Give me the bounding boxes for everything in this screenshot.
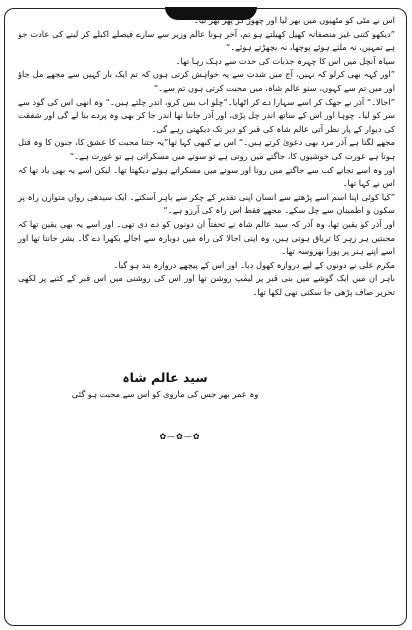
paragraph: ”دیکھو کتنی غیر منصفانہ کھیل کھیلتے ہو تم، آخر ہونا عالم وزیر سے سارے فیصلے اکیلے کر لینے کی عادت جو ہے تمہیں، نہ ملتے ہوئے پوچھا، نہ بچھڑتے ہوئے۔“: [18, 28, 395, 53]
paragraph: اس نے مٹی کو مٹھیوں میں بھر لیا اور چھوڑ کر پھر بھر لیا۔: [193, 15, 395, 25]
paragraph: اور وہ اسے نجانے کب سے جاگتے میں روتا اور سوتے میں مسکراتے ہوئے دیکھتا تھا۔ لیکن اسے یہ بھی یاد تھا کہ اس نے کہا تھا۔: [18, 164, 395, 189]
epitaph-name: سید عالم شاہ: [122, 370, 208, 385]
paragraph: ”اور کہہ بھی کرلو کہ نہیں، آج میں شدت سے یہ خواہش کرتی ہوں کہ تم ایک بار کہیں سے مجھے مل جاؤ اور میں تم سے کہوں، سنو عالم شاہ، میں محبت کرتی ہوں تم سے۔“: [18, 69, 395, 93]
paragraph: ”کیا کوئی اپنا اسم اسے پڑھتے سے انسان اپنی تقدیر کے چکر سے باہر آسکتے۔ ایک سیدھی رواں متوازن راہ پر سکون و اطمینان سے چل سکے۔ مجھے فقط اس راہ کی آرزو ہے۔“: [18, 191, 395, 216]
epitaph-subtitle: وہ عمر بھر جس کی ماروی کو اس سے محبت ہو گئی: [71, 389, 259, 399]
section-end-ornament: ✿—✿—✿: [159, 432, 201, 441]
paragraph: باہر ان میں ایک گوشے میں بنی قبر پر لیمپ روشن تھا اور اس کی روشنی میں اس قبر کے کتبے پر لکھی تحریر صاف پڑھی جا سکتی تھی لکھا تھا۔: [18, 273, 395, 297]
story-text: [18, 14, 395, 299]
paragraph: مکرم علی نے دونوں کے لیے دروازہ کھول دیا۔ اور اس کے پیچھے دروازہ بند ہو گیا۔: [113, 259, 395, 270]
paragraph: سیاہ آنچل میں اس کا چہرہ جذبات کی حدت سے دہک رہا تھا۔: [175, 55, 395, 66]
paragraph: ”اجالا۔“ آذر نے جھک کر اسے سہارا دے کر اٹھایا۔”چلو اب بس کرو، اندر چلتے ہیں۔“ وہ انھی اس کی گود سے سر کو لیا۔ چوہا اور اس کے ساتھ اندر چل پڑی، اور آذر جانتا تھا اندر جا کر بھی وہ پردے بنا لے گی اور شفقت کی دیوار کے پار نظر آتی عالم شاہ کی قبر کو دیر تک دیکھتی رہے گی۔: [18, 96, 395, 134]
paragraph: مجھے لگتا ہے آذر مرد بھی دعویٰ کرتے ہیں۔“ اس نے کبھی کہا تھا”یہ جتنا محبت کا عشق کا، جنون کا وہ قتل ہوتا ہے عورت کی خوشیوں کا، جاگتے میں روتی ہے تو سوتے میں مسکراتی ہے تو عورت ہے۔“: [18, 137, 395, 161]
paragraph: اور آذر کو یقین تھا، وہ آذر کہ سید عالم شاہ نے تحفتاً ان دونوں کو دے دی تھی۔ اور اسے یہ بھی یقین تھا کہ محبتیں ہر زہر کا تریاق ہوتی ہیں، وہ اپنی اجالا کی راہ میں دوبارہ سے اجالے بکھرا دے گا۔ بشر جانتا تھا اور اسے اپنے ہنر پر پورا بھروسہ تھا۔: [18, 218, 395, 257]
